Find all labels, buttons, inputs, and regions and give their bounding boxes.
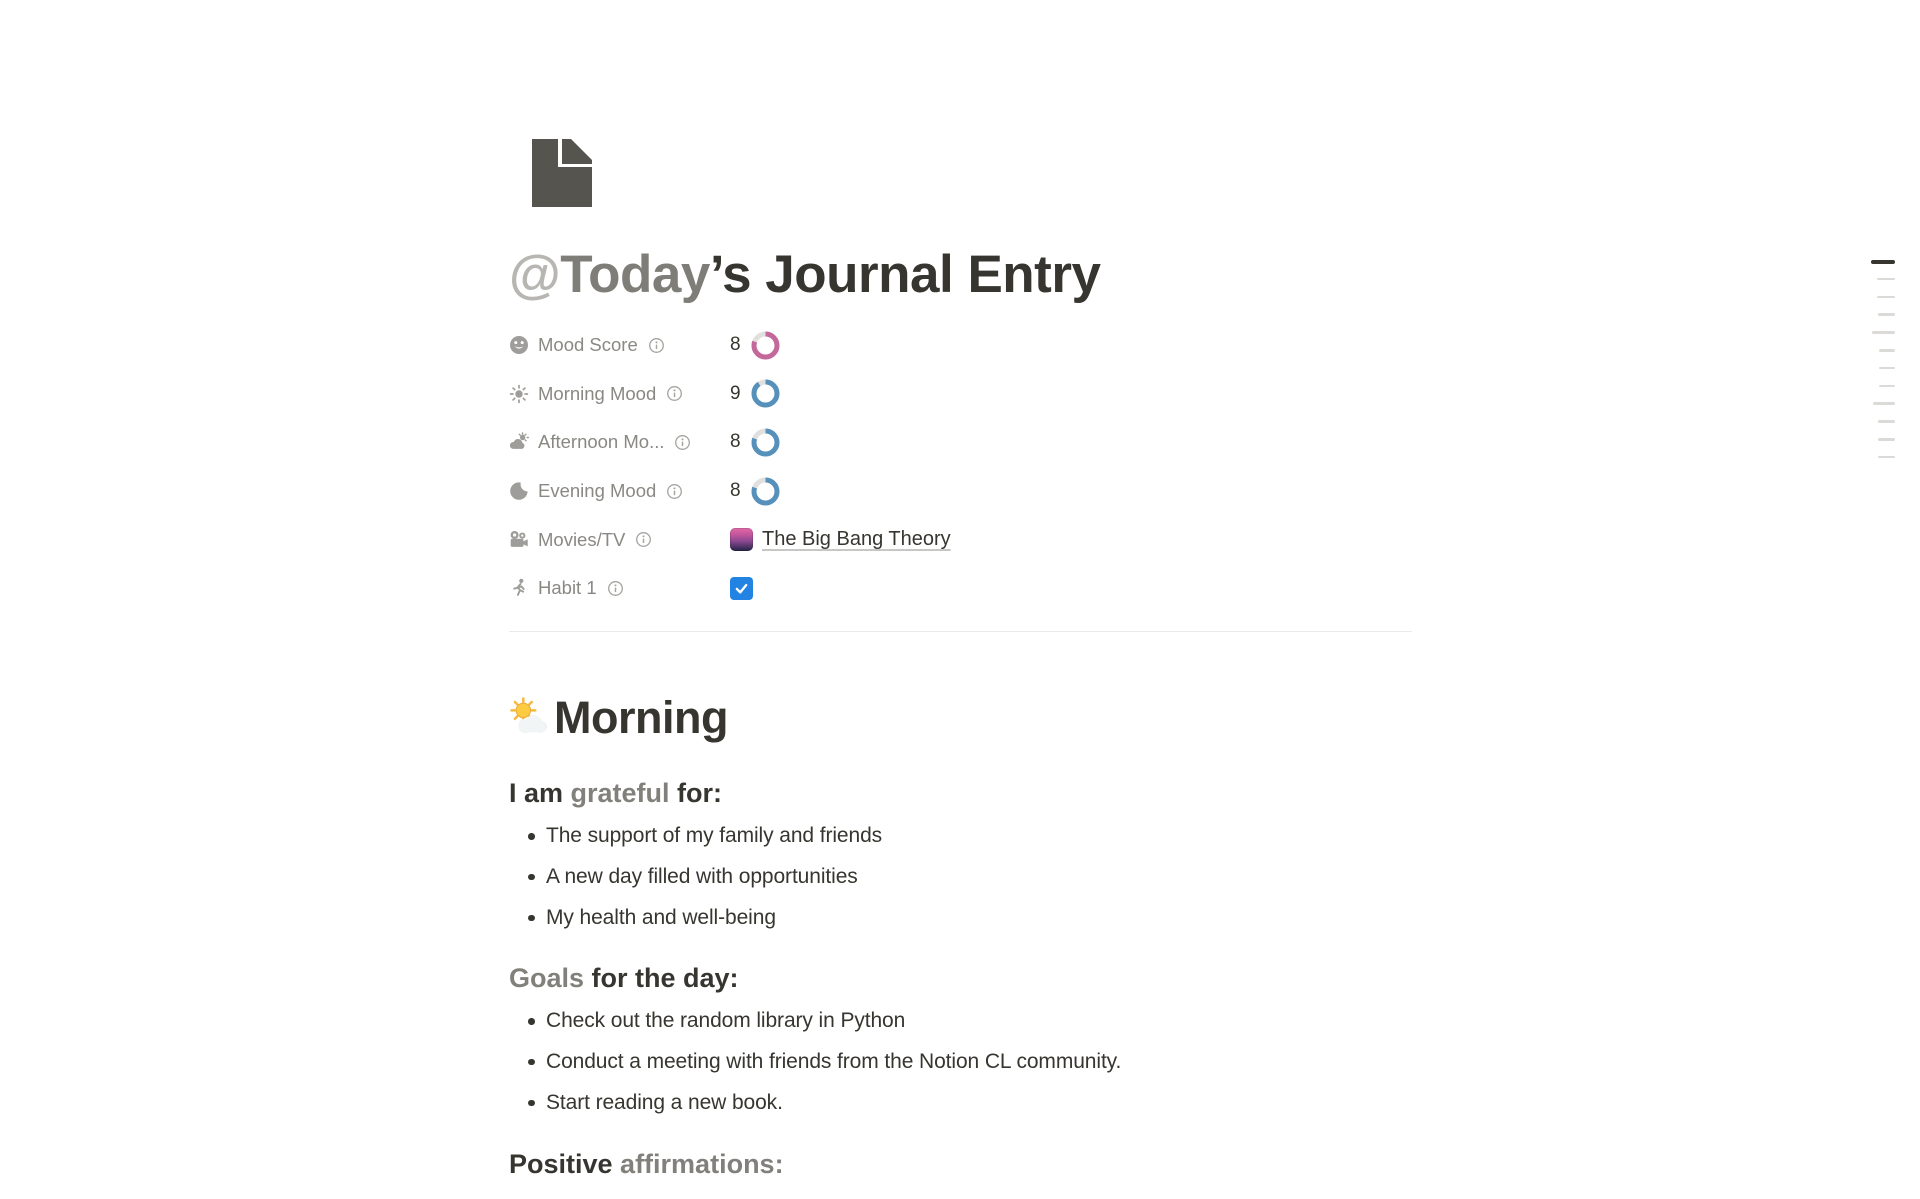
heading-highlight: grateful: [570, 778, 670, 808]
list-item-text: Start reading a new book.: [546, 1090, 783, 1114]
runner-icon: [509, 578, 529, 598]
crescent-moon-icon: [509, 481, 529, 501]
property-label-evening-mood[interactable]: [509, 480, 730, 502]
property-row-habit-1: [509, 564, 1415, 613]
property-label-afternoon-mood[interactable]: [509, 431, 730, 453]
info-icon[interactable]: [607, 580, 624, 597]
heading-goals[interactable]: [509, 960, 739, 996]
list-item[interactable]: [509, 816, 1415, 857]
heading-highlight: Goals: [509, 963, 585, 993]
property-value-habit-1: [730, 577, 753, 600]
movie-poster-thumbnail: [730, 528, 753, 551]
list-item-text: Check out the random library in Python: [546, 1009, 906, 1033]
document-page-icon: [531, 137, 593, 209]
property-value-afternoon-mood[interactable]: [730, 428, 780, 457]
title-date-mention[interactable]: Today: [560, 245, 710, 304]
heading-highlight: affirmations:: [620, 1149, 784, 1179]
property-number: 8: [730, 480, 741, 502]
info-icon[interactable]: [674, 434, 691, 451]
outline-line-active[interactable]: [1871, 260, 1895, 264]
habit-checkbox[interactable]: [730, 577, 753, 600]
property-name: Mood Score: [538, 334, 638, 356]
heading-morning[interactable]: [509, 690, 728, 746]
properties-list: [509, 321, 1415, 613]
progress-ring: [751, 428, 780, 457]
property-name: Evening Mood: [538, 480, 657, 502]
property-value-mood-score[interactable]: [730, 331, 780, 360]
info-icon[interactable]: [635, 531, 652, 548]
title-at-sign: @: [509, 245, 561, 304]
bullet-dot: [528, 1100, 535, 1107]
smiley-face-icon: [509, 335, 529, 355]
list-item-text: Conduct a meeting with friends from the Notion CL community.: [546, 1050, 1122, 1074]
outline-line[interactable]: [1872, 331, 1895, 334]
property-name: Movies/TV: [538, 528, 626, 550]
property-name: Morning Mood: [538, 382, 657, 404]
movie-camera-icon: [509, 530, 529, 550]
bullet-dot: [528, 874, 535, 881]
outline-line[interactable]: [1879, 385, 1895, 388]
heading-text: for:: [669, 778, 723, 808]
checkmark-icon: [733, 580, 750, 597]
progress-ring: [751, 379, 780, 408]
goals-list: [509, 1001, 1415, 1123]
property-value-morning-mood[interactable]: [730, 379, 780, 408]
property-name: Habit 1: [538, 577, 597, 599]
outline-line[interactable]: [1878, 420, 1895, 423]
property-label-movies-tv[interactable]: [509, 529, 730, 551]
movie-link[interactable]: The Big Bang Theory: [762, 528, 951, 551]
outline-line[interactable]: [1879, 367, 1895, 370]
list-item[interactable]: [509, 1001, 1415, 1042]
property-value-movies-tv[interactable]: [730, 528, 951, 551]
list-item-text: My health and well-being: [546, 905, 776, 929]
property-number: 9: [730, 382, 741, 404]
outline-line[interactable]: [1878, 456, 1895, 459]
outline-line[interactable]: [1873, 402, 1895, 405]
info-icon[interactable]: [666, 385, 683, 402]
heading-grateful[interactable]: [509, 775, 722, 811]
list-item[interactable]: [509, 857, 1415, 898]
heading-text: I am: [509, 778, 571, 808]
info-icon[interactable]: [666, 483, 683, 500]
divider: [509, 631, 1412, 632]
page-title[interactable]: [509, 243, 1419, 307]
page-icon[interactable]: [531, 137, 593, 209]
list-item[interactable]: [509, 1083, 1415, 1124]
property-row-morning-mood: [509, 370, 1415, 419]
outline-line[interactable]: [1877, 278, 1895, 281]
property-label-morning-mood[interactable]: [509, 383, 730, 405]
grateful-list: [509, 816, 1415, 938]
sun-icon: [509, 384, 529, 404]
property-number: 8: [730, 334, 741, 356]
property-row-evening-mood: [509, 467, 1415, 516]
property-value-evening-mood[interactable]: [730, 477, 780, 506]
sun-behind-cloud-icon: [509, 432, 529, 452]
progress-ring: [751, 477, 780, 506]
property-label-habit-1[interactable]: [509, 577, 730, 599]
list-item-text: The support of my family and friends: [546, 824, 883, 848]
property-label-mood-score[interactable]: [509, 334, 730, 356]
bullet-dot: [528, 1018, 535, 1025]
property-name: Afternoon Mo...: [538, 431, 665, 453]
property-row-afternoon-mood: [509, 418, 1415, 467]
progress-ring: [751, 331, 780, 360]
outline-line[interactable]: [1879, 349, 1895, 352]
outline-line[interactable]: [1878, 313, 1895, 316]
heading-affirmations[interactable]: [509, 1146, 784, 1182]
bullet-dot: [528, 1059, 535, 1066]
bullet-dot: [528, 915, 535, 922]
outline-line[interactable]: [1877, 296, 1895, 299]
sun-behind-small-cloud-emoji: [509, 697, 551, 739]
list-item-text: A new day filled with opportunities: [546, 865, 858, 889]
bullet-dot: [528, 833, 535, 840]
property-row-mood-score: [509, 321, 1415, 370]
heading-morning-text: Morning: [554, 692, 728, 743]
heading-text: for the day:: [584, 963, 739, 993]
title-text: ’s Journal Entry: [709, 245, 1101, 304]
info-icon[interactable]: [648, 337, 665, 354]
property-row-movies-tv: [509, 515, 1415, 564]
heading-text: Positive: [509, 1149, 621, 1179]
list-item[interactable]: [509, 898, 1415, 939]
property-number: 8: [730, 431, 741, 453]
list-item[interactable]: [509, 1042, 1415, 1083]
outline-rail[interactable]: [1865, 260, 1895, 470]
outline-line[interactable]: [1878, 438, 1895, 441]
